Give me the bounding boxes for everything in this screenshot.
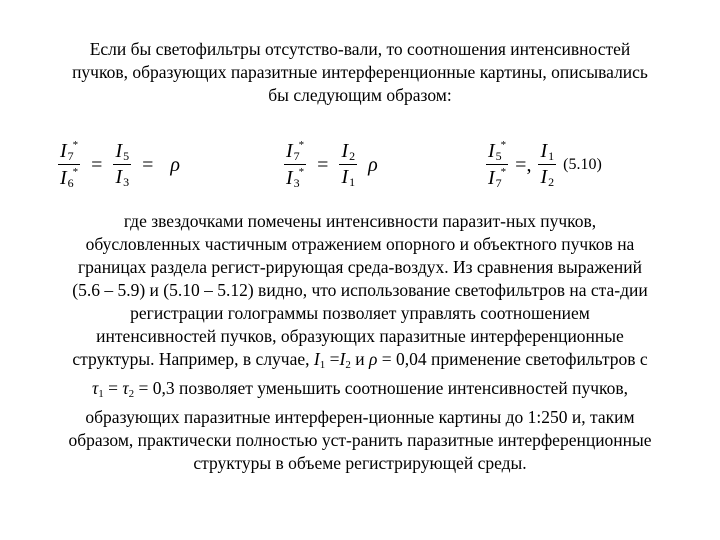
body-line: образующих паразитные интерферен-ционные картины до 1:250 и, таким [85,407,635,427]
body-line: структуры в объеме регистрирующей среды. [193,453,527,473]
body-line: где звездочками помечены интенсивности паразит-ных пучков, [123,211,597,231]
intensity-symbol: I [313,349,320,369]
fraction: $\frac{I_1}{I_2}$ [540,140,555,189]
equals-sign: = [91,153,103,176]
rho-symbol: ρ [170,153,181,176]
intro-line: пучков, образующих паразитные интерференционные картины, описывались [72,62,648,82]
intro-paragraph [0,38,720,107]
body-line: интенсивностей пучков, образующих паразитные интерференционные [96,326,624,346]
formula-3 [486,140,608,189]
body-line: τ1 = τ2 = 0,3 позволяет уменьшить соотношение интенсивностей пучков, [91,378,629,400]
tau-symbol: τ [122,378,129,398]
equals-sign: = [317,153,329,176]
body-line: образом, практически полностью уст-ранить паразитные интерференционные [68,430,652,450]
rho-symbol: ρ [368,153,378,176]
body-line: границах раздела регист-рирующая среда-воздух. Из сравнения выражений [78,257,642,277]
body-line: обусловленных частичным отражением опорного и объектного пучков на [85,234,635,254]
intro-line: Если бы светофильтры отсутство-вали, то соотношения интенсивностей [89,39,631,59]
formula-2 [284,140,384,189]
fraction: $\frac{I_7^*}{I_6^*}$ [60,139,79,190]
formula-1 [58,140,186,189]
fraction: $\frac{I_7^*}{I_3^*}$ [286,139,305,190]
body-line: структуры. Например, в случае, I1 =I2 и ρ = 0,04 применение светофильтров с [72,349,648,371]
intensity-symbol: I [339,349,346,369]
body-paragraph [0,210,720,475]
rho-symbol: ρ [368,349,378,369]
tau-symbol: τ [91,378,99,398]
fraction: $\frac{I_2}{I_1}$ [341,140,356,189]
body-line: (5.6 – 5.9) и (5.10 – 5.12) видно, что использование светофильтров на ста-дии [72,280,648,300]
fraction: $\frac{I_5^*}{I_7^*}$ [488,139,507,190]
intro-line: бы следующим образом: [268,85,452,105]
fraction: $\frac{I_5}{I_3}$ [115,140,130,189]
equals-sign: = [142,153,154,176]
equation-number: (5.10) [563,155,602,173]
equals-sign: =, [515,153,532,176]
body-line: регистрации голограммы позволяет управлять соотношением [130,303,590,323]
